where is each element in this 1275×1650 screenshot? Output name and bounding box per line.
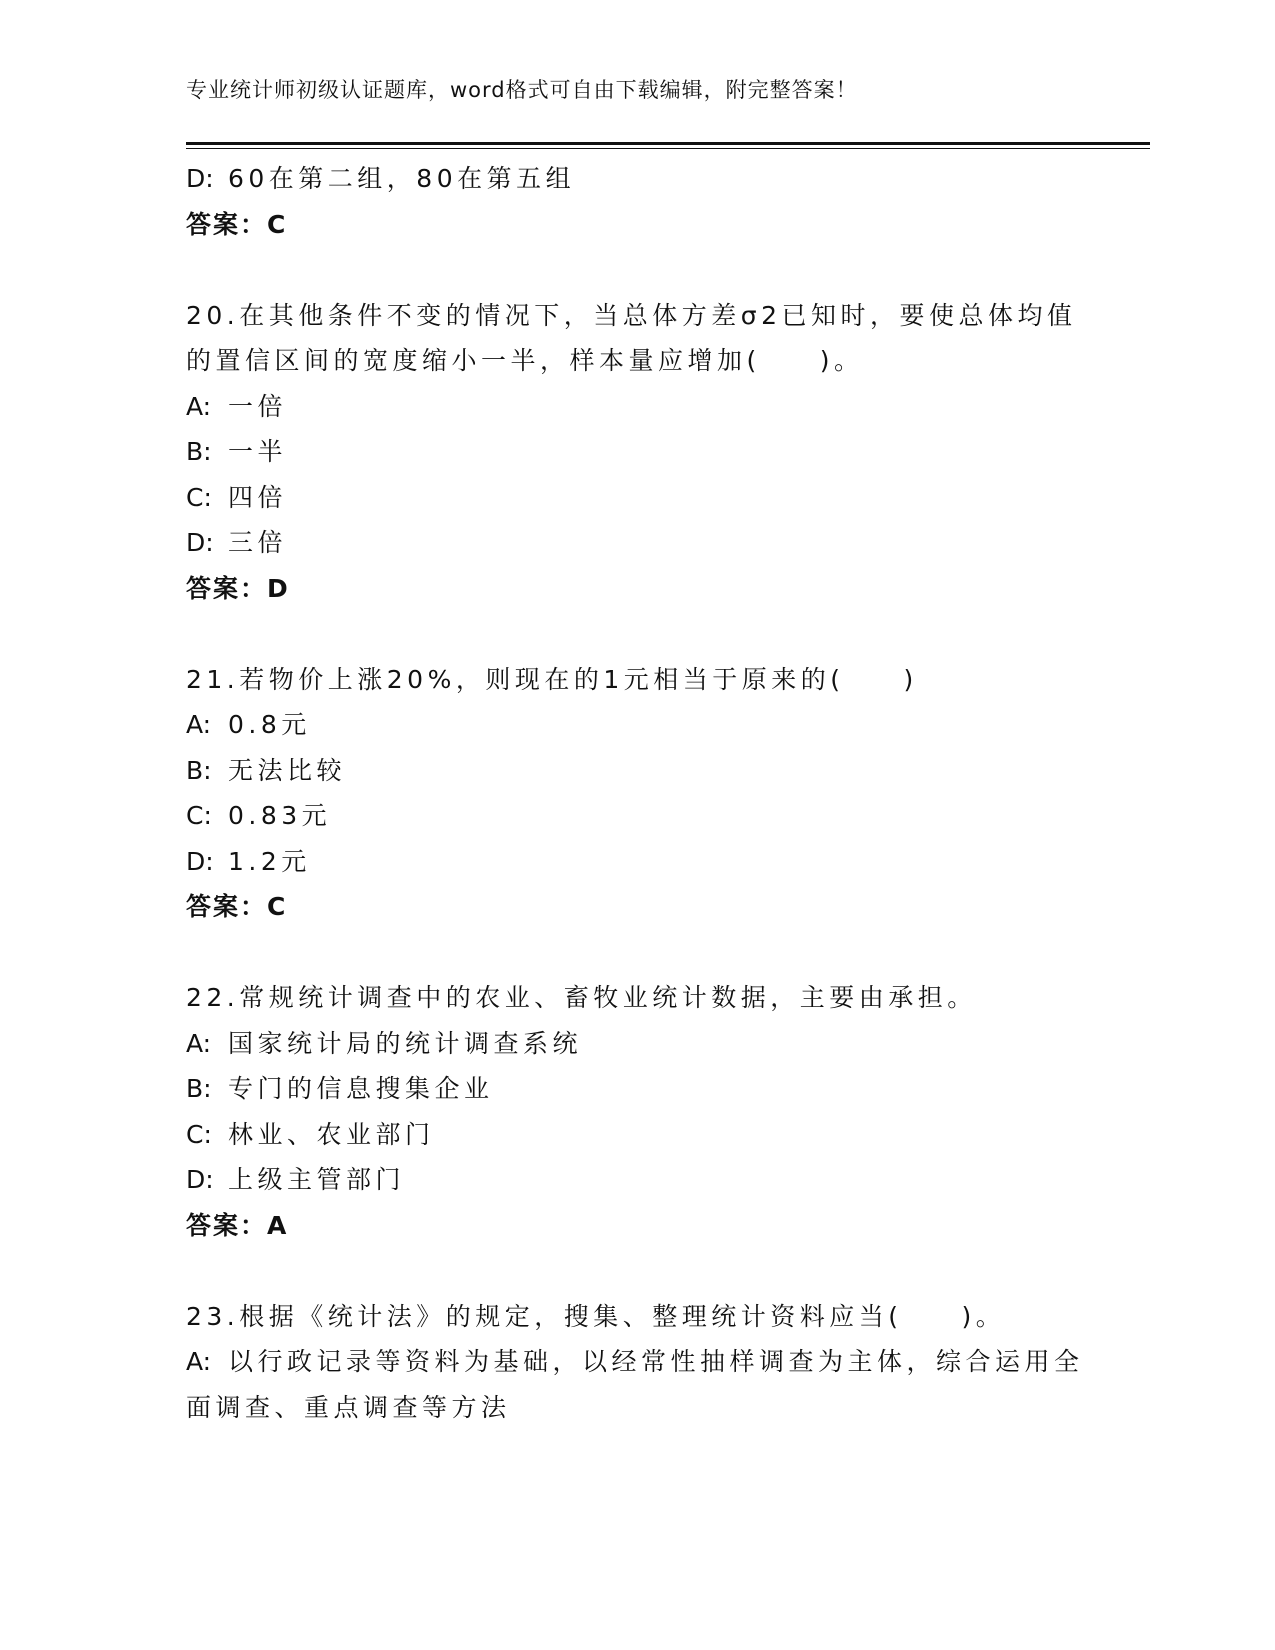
option-line <box>186 429 1086 475</box>
question-stem: 的置信区间的宽度缩小一半，样本量应增加( )。 <box>186 346 864 375</box>
option-text: 国家统计局的统计调查系统 <box>228 1028 583 1058</box>
option-line <box>186 520 1086 566</box>
question-block <box>186 657 1086 930</box>
option-label: A: <box>186 1028 212 1058</box>
question-block <box>186 1294 1086 1431</box>
page-header: 专业统计师初级认证题库，word格式可自由下载编辑，附完整答案！ <box>186 78 858 102</box>
question-stem: 21.若物价上涨20%，则现在的1元相当于原来的( ) <box>186 664 918 694</box>
answer-line: 答案：C <box>186 892 288 921</box>
question-block <box>186 293 1086 612</box>
option-continuation: 面调查、重点调查等方法 <box>186 1392 511 1422</box>
option-text: 三倍 <box>228 528 288 557</box>
option-label: C: <box>186 1119 212 1149</box>
option-label: D: <box>186 1165 214 1194</box>
option-label: D: <box>186 846 214 876</box>
answer-line: 答案：C <box>186 209 288 239</box>
option-text: 无法比较 <box>228 755 347 785</box>
question-stem: 20.在其他条件不变的情况下，当总体方差σ2已知时，要使总体均值 <box>186 300 1077 330</box>
question-block <box>186 975 1086 1248</box>
option-text: 以行政记录等资料为基础，以经常性抽样调查为主体，综合运用全 <box>228 1347 1084 1376</box>
header-divider <box>186 142 1150 149</box>
option-text: 1.2元 <box>228 846 311 876</box>
answer-line: 答案：D <box>186 573 290 603</box>
option-label: C: <box>186 801 212 830</box>
option-text: 一倍 <box>228 391 288 421</box>
option-text: 0.83元 <box>228 801 332 830</box>
option-label: B: <box>186 755 212 785</box>
option-text: 60在第二组，80在第五组 <box>228 164 576 193</box>
option-label: D: <box>186 528 214 557</box>
option-line <box>186 1157 1086 1203</box>
option-line <box>186 1021 1086 1067</box>
spacer <box>186 930 1086 976</box>
option-label: D: <box>186 164 214 193</box>
option-line <box>186 1339 1086 1385</box>
option-line <box>186 384 1086 430</box>
spacer <box>186 1248 1086 1294</box>
page-content <box>186 156 1086 1430</box>
option-line <box>186 748 1086 794</box>
option-label: C: <box>186 482 212 512</box>
option-text: 上级主管部门 <box>228 1165 406 1194</box>
question-stem: 23.根据《统计法》的规定，搜集、整理统计资料应当( )。 <box>186 1301 1006 1331</box>
option-text: 0.8元 <box>228 710 311 739</box>
option-line <box>186 1066 1086 1112</box>
option-line <box>186 475 1086 521</box>
option-line <box>186 839 1086 885</box>
answer-line: 答案：A <box>186 1210 289 1240</box>
option-label: B: <box>186 437 212 466</box>
option-line <box>186 702 1086 748</box>
option-line <box>186 1112 1086 1158</box>
option-label: A: <box>186 1347 212 1376</box>
question-stem: 22.常规统计调查中的农业、畜牧业统计数据，主要由承担。 <box>186 983 977 1012</box>
option-text: 一半 <box>228 437 288 466</box>
option-line <box>186 156 1086 202</box>
option-label: A: <box>186 391 212 421</box>
option-line <box>186 793 1086 839</box>
option-label: B: <box>186 1074 212 1103</box>
spacer <box>186 611 1086 657</box>
option-text: 林业、农业部门 <box>228 1119 435 1149</box>
option-text: 四倍 <box>228 482 288 512</box>
option-label: A: <box>186 710 212 739</box>
spacer <box>186 247 1086 293</box>
option-text: 专门的信息搜集企业 <box>228 1074 494 1103</box>
